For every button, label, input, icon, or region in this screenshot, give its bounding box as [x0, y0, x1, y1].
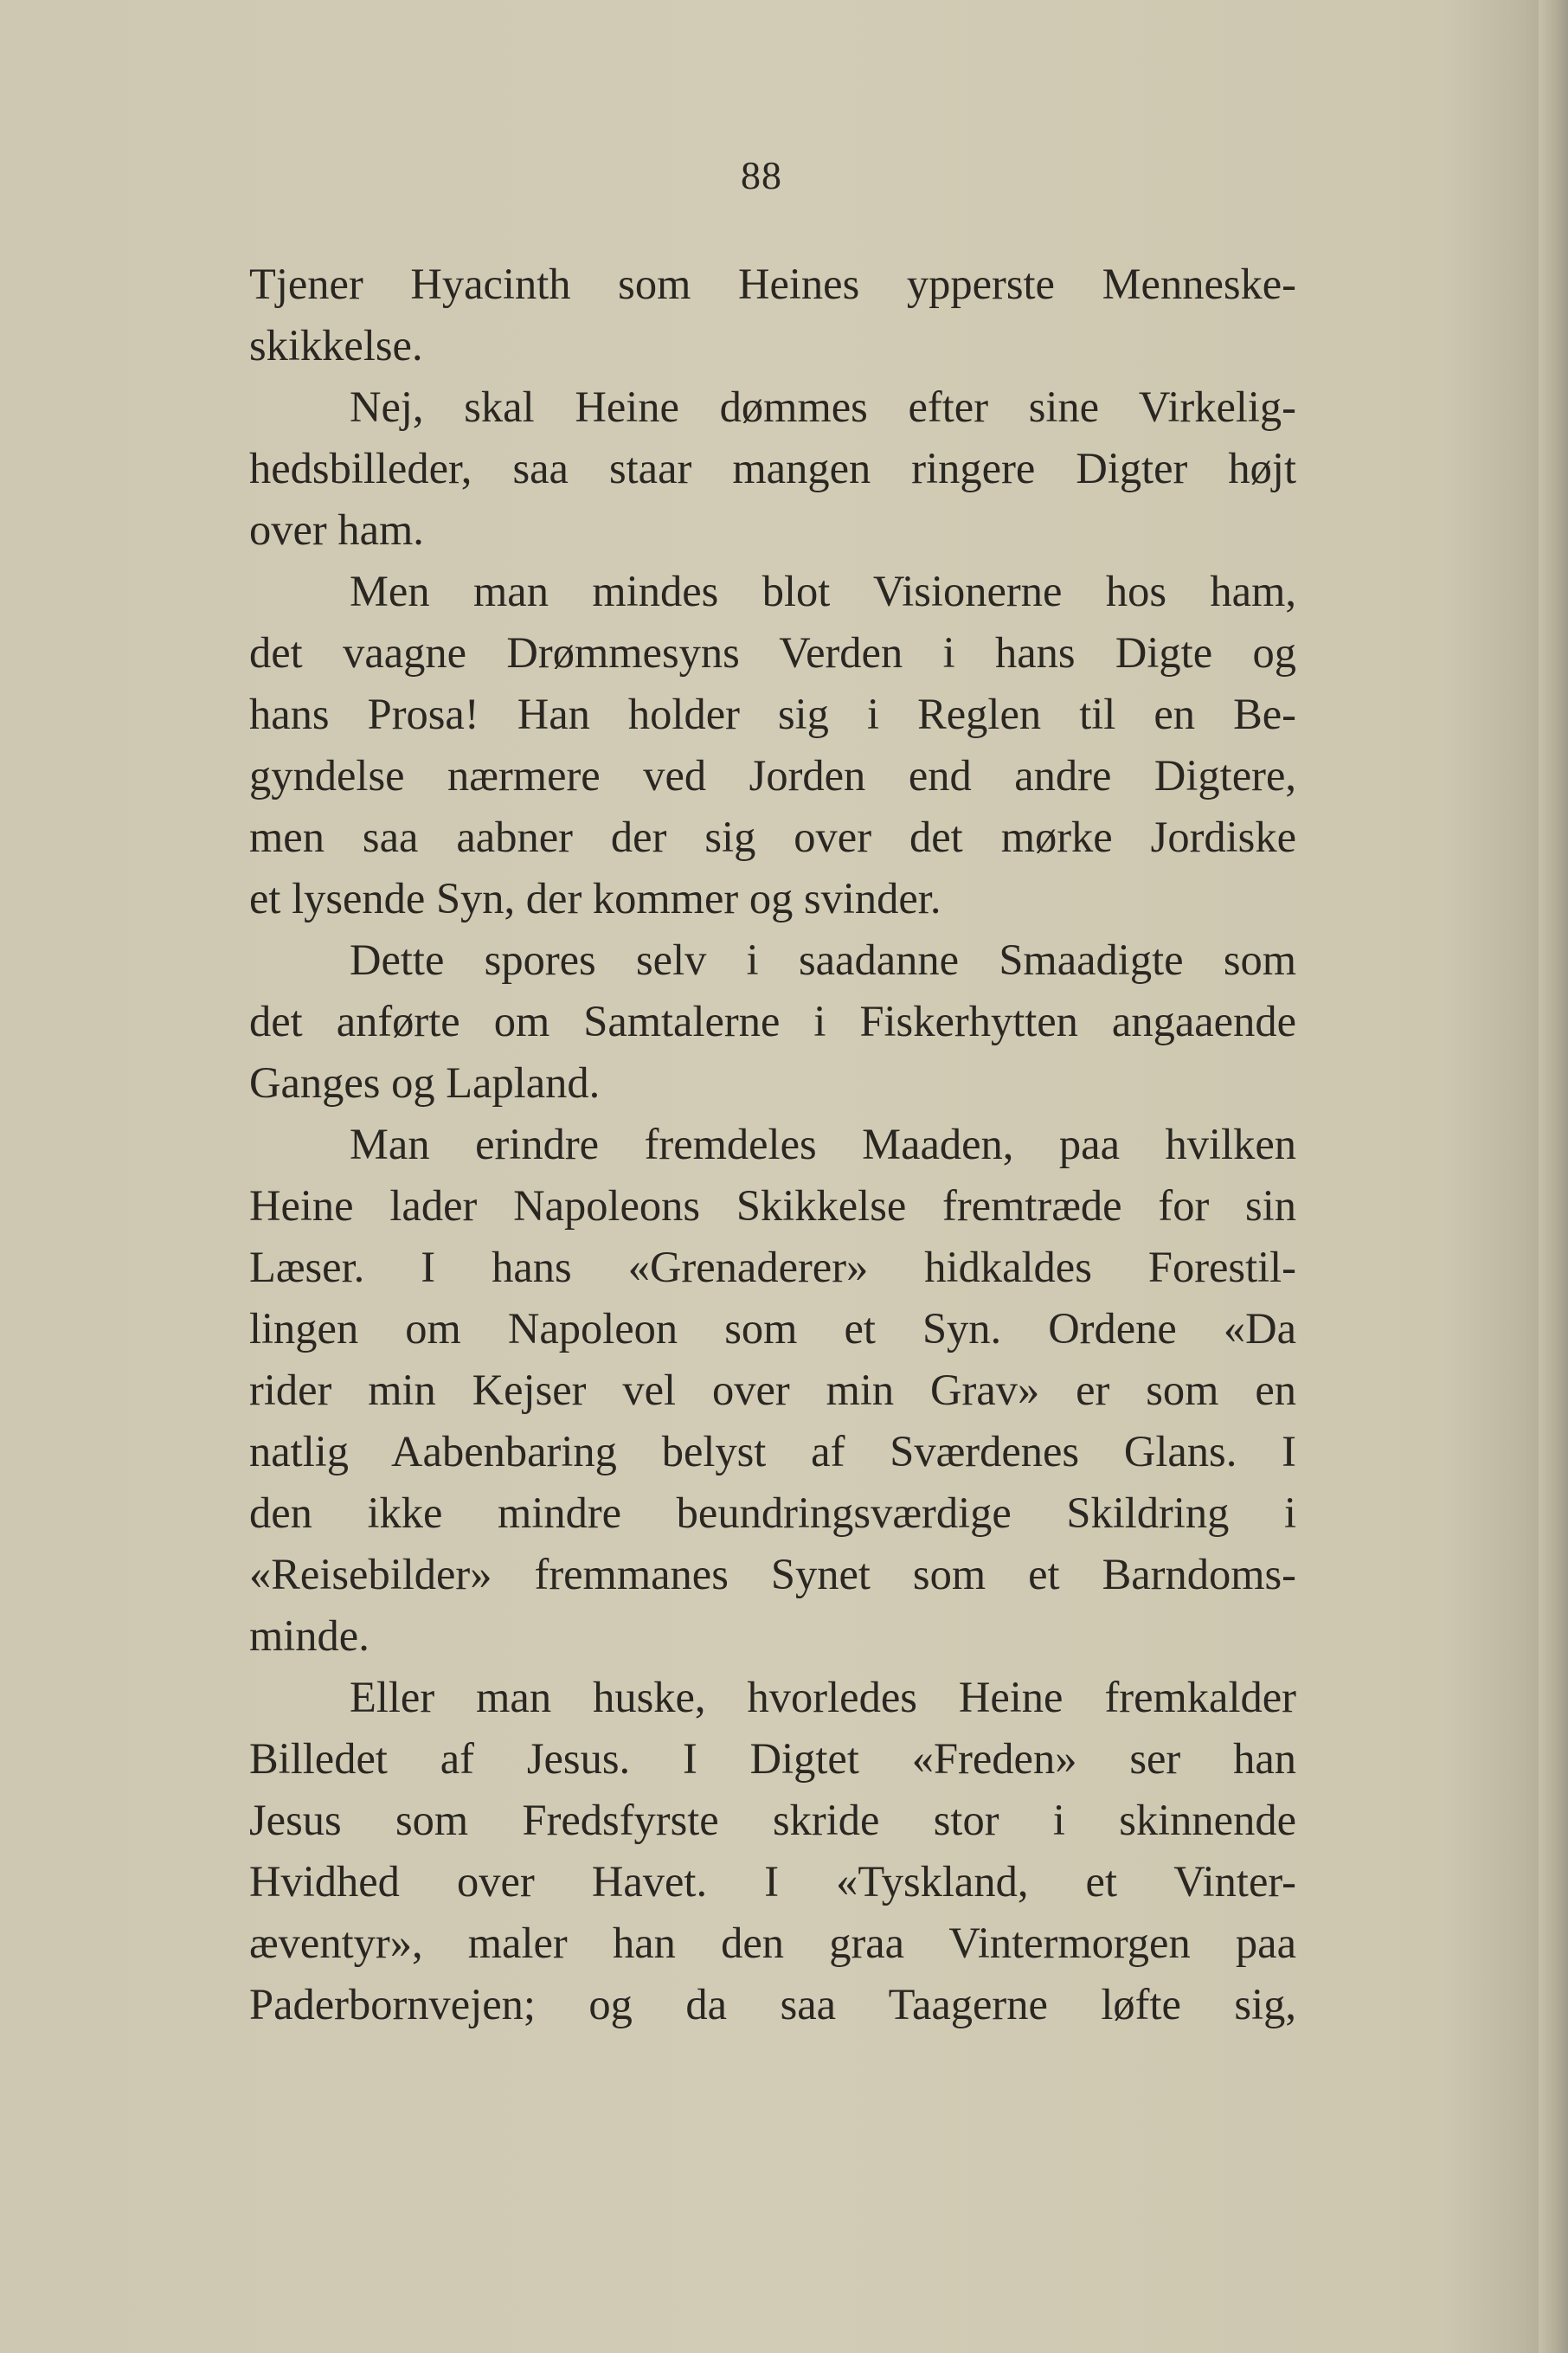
text-line: hans Prosa! Han holder sig i Reglen til en Be- — [249, 690, 1296, 738]
text-line: «Reisebilder» fremmanes Synet som et Barndoms- — [249, 1550, 1296, 1598]
text-line: hedsbilleder, saa staar mangen ringere Digter højt — [249, 444, 1296, 492]
text-line: et lysende Syn, der kommer og svinder. — [249, 874, 941, 923]
text-line: Læser. I hans «Grenaderer» hidkaldes Forestil- — [249, 1243, 1296, 1291]
text-line: Tjener Hyacinth som Heines ypperste Menneske- — [249, 260, 1296, 308]
text-line: Nej, skal Heine dømmes efter sine Virkelig- — [350, 383, 1296, 431]
text-line: Heine lader Napoleons Skikkelse fremtræde for sin — [249, 1181, 1296, 1230]
text-line: natlig Aabenbaring belyst af Sværdenes Glans. I — [249, 1427, 1296, 1475]
page-edge — [1539, 0, 1568, 2353]
text-line: Hvidhed over Havet. I «Tyskland, et Vinter- — [249, 1857, 1296, 1906]
text-line: æventyr», maler han den graa Vintermorgen paa — [249, 1919, 1296, 1967]
body-text — [249, 254, 1296, 2035]
text-line: det vaagne Drømmesyns Verden i hans Digte og — [249, 628, 1296, 677]
text-line: den ikke mindre beundringsværdige Skildring i — [249, 1488, 1296, 1537]
text-line: Paderbornvejen; og da saa Taagerne løfte sig, — [249, 1980, 1296, 2028]
text-line: skikkelse. — [249, 321, 423, 370]
text-line: rider min Kejser vel over min Grav» er som en — [249, 1366, 1296, 1414]
page-number: 88 — [741, 153, 782, 197]
text-line: gyndelse nærmere ved Jorden end andre Digtere, — [249, 751, 1296, 800]
text-line: minde. — [249, 1611, 370, 1660]
text-line: Ganges og Lapland. — [249, 1058, 601, 1107]
text-line: men saa aabner der sig over det mørke Jordiske — [249, 813, 1296, 861]
text-line: lingen om Napoleon som et Syn. Ordene «Da — [249, 1304, 1296, 1353]
text-line: Billedet af Jesus. I Digtet «Freden» ser han — [249, 1734, 1296, 1783]
text-line: Eller man huske, hvorledes Heine fremkalder — [350, 1673, 1296, 1721]
text-line: over ham. — [249, 505, 424, 554]
text-line: Dette spores selv i saadanne Smaadigte som — [350, 935, 1296, 984]
text-line: Men man mindes blot Visionerne hos ham, — [350, 567, 1296, 615]
text-line: det anførte om Samtalerne i Fiskerhytten angaaende — [249, 997, 1296, 1045]
text-line: Jesus som Fredsfyrste skride stor i skinnende — [249, 1796, 1296, 1844]
text-line: Man erindre fremdeles Maaden, paa hvilken — [350, 1120, 1296, 1168]
